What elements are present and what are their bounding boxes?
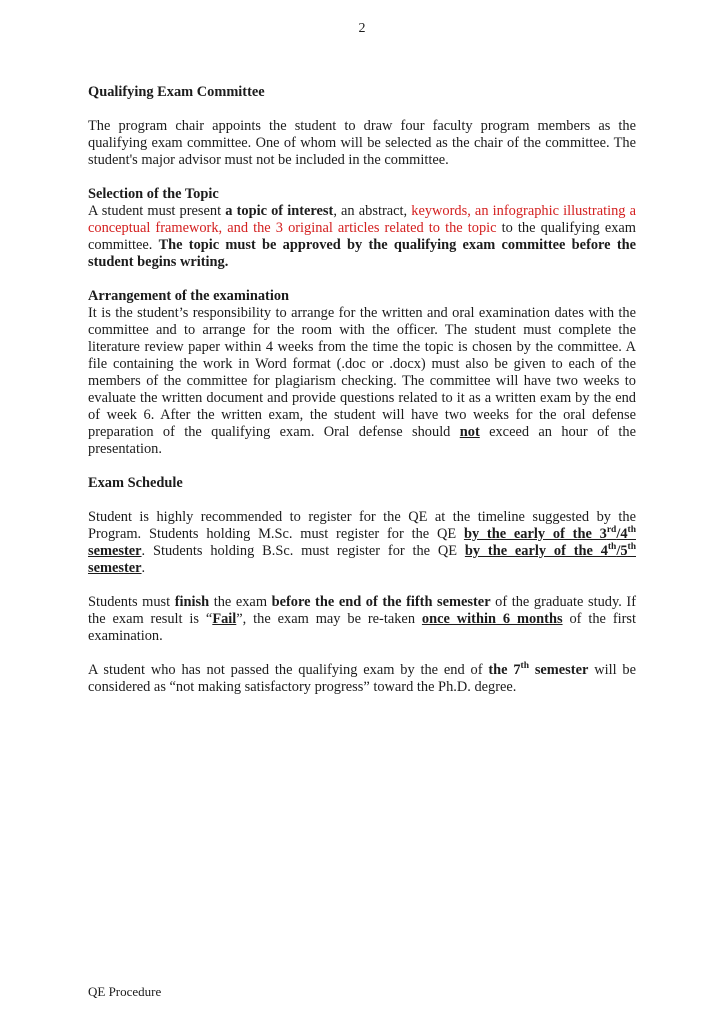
text-run: th xyxy=(627,525,636,536)
paragraph-unsatisfactory-progress xyxy=(88,662,636,696)
text-run: rd xyxy=(606,525,617,536)
text-run: of the first examination. xyxy=(88,611,637,644)
paragraph-registration-timeline xyxy=(88,509,636,577)
text-run: by the early of the 3 xyxy=(463,526,607,542)
text-run: will be considered as “not making satisfactory progress” toward the Ph.D. degree. xyxy=(88,662,636,695)
text-run: of the graduate study. If the exam result is “ xyxy=(88,594,636,627)
footer-text: QE Procedure xyxy=(88,984,162,999)
text-run: th xyxy=(607,542,617,553)
underlined-phrase xyxy=(422,611,563,627)
text-run: the exam xyxy=(209,594,272,610)
heading-qualifying-exam-committee xyxy=(88,84,636,101)
heading-selection-of-the-topic xyxy=(88,186,636,203)
paragraph-committee-appointment xyxy=(88,118,636,169)
text-run: Fail xyxy=(212,611,237,627)
text-run: Qualifying Exam Committee xyxy=(88,84,265,100)
text-run: A student must present xyxy=(88,203,226,219)
text-run: not xyxy=(459,424,480,440)
text-run: exceed an hour of the presentation. xyxy=(88,424,636,457)
text-run: Student is highly recommended to register for the QE at the timeline suggested by the Program. Students holding M.Sc. must register for the QE xyxy=(88,509,636,542)
text-run: once within 6 months xyxy=(421,611,563,627)
text-run: Arrangement of the examination xyxy=(88,288,290,304)
text-run: A student who has not passed the qualifying exam by the end of xyxy=(88,662,489,678)
text-run: finish xyxy=(174,594,210,610)
heading-exam-schedule xyxy=(88,475,636,492)
paragraph-topic-selection xyxy=(88,203,636,271)
text-run: semester xyxy=(88,560,142,576)
page-number: 2 xyxy=(358,21,366,36)
text-run: by the early of the 4 xyxy=(464,543,608,559)
text-run: /5 xyxy=(616,543,628,559)
text-run: The program chair appoints the student to draw four faculty program members as the qualifying exam committee. One of whom will be selected as the chair of the committee. The student's major advisor must not be included in the committee. xyxy=(88,118,636,168)
heading-arrangement-of-the-examination xyxy=(88,288,636,305)
text-run: . Students holding B.Sc. must register for the QE xyxy=(141,543,465,559)
text-run: keywords, an infographic illustrating a conceptual framework, and the 3 original articles related to the topic xyxy=(88,203,636,236)
paragraph-arrangement xyxy=(88,305,636,458)
document-body xyxy=(88,84,636,696)
text-run: Selection of the Topic xyxy=(88,186,219,202)
text-run: , an abstract, xyxy=(333,203,412,219)
text-run: semester xyxy=(88,543,142,559)
text-run: /4 xyxy=(616,526,628,542)
text-run: the 7 xyxy=(488,662,521,678)
text-run: before the end of the fifth semester xyxy=(271,594,491,610)
text-run: . xyxy=(141,560,146,576)
text-run: th xyxy=(520,661,529,672)
text-run: Students must xyxy=(88,594,175,610)
text-run: The topic must be approved by the qualifying exam committee before the student begins writing. xyxy=(88,237,636,270)
text-run: th xyxy=(627,542,636,553)
text-run: to the qualifying exam committee. xyxy=(88,220,636,253)
text-run: semester xyxy=(528,662,589,678)
underlined-phrase xyxy=(212,611,236,627)
text-run: ”, the exam may be re-taken xyxy=(236,611,422,627)
text-run: Exam Schedule xyxy=(88,475,183,491)
underlined-phrase xyxy=(460,424,480,440)
paragraph-exam-completion xyxy=(88,594,636,645)
text-run: a topic of interest xyxy=(225,203,334,219)
text-run: It is the student’s responsibility to arrange for the written and oral examination dates with the committee and to arrange for the room with the officer. The student must complete the literature review paper within 4 weeks from the time the topic is chosen by the committee. A file containing the work in Word format (.doc or .docx) must also be given to each of the members of the committee for plagiarism checking. The committee will have two weeks to evaluate the written document and provide questions related to it as a written exam by the end of week 6. After the written exam, the student will have two weeks for the oral defense preparation of the qualifying exam. Oral defense should xyxy=(88,305,636,440)
